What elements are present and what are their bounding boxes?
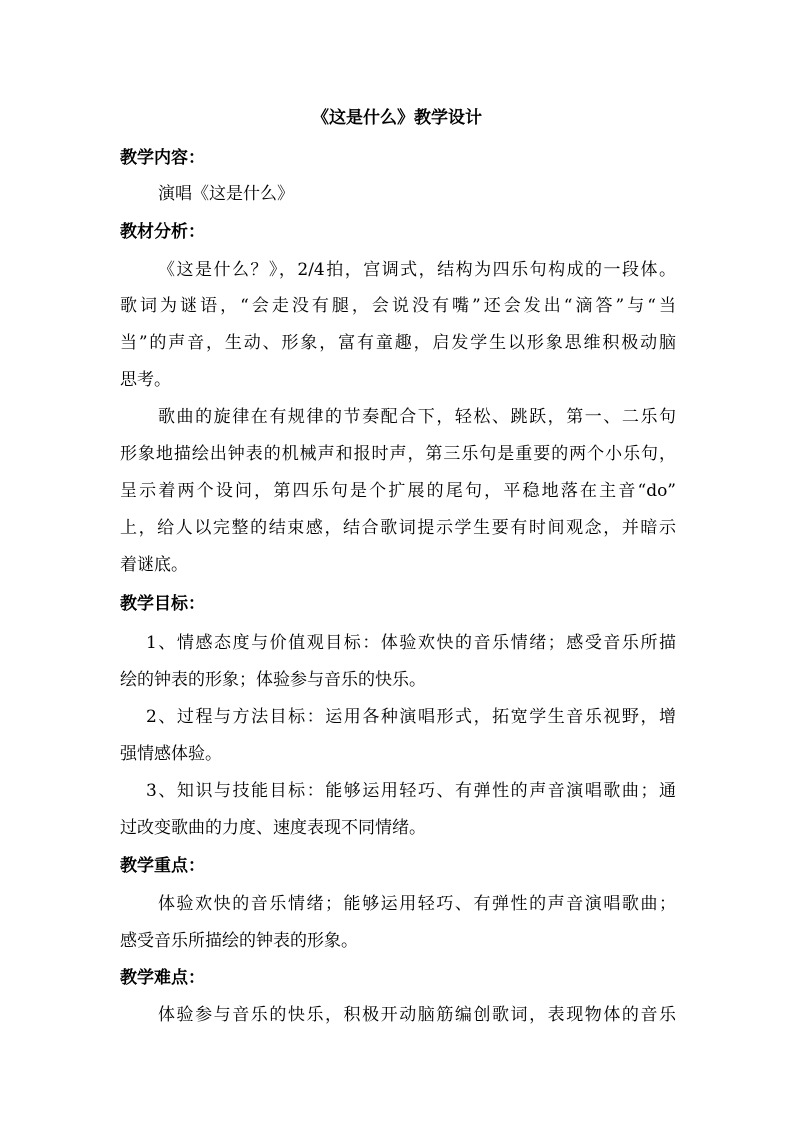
content-line: 演唱《这是什么》 xyxy=(158,184,294,204)
analysis-line: 着谜底。 xyxy=(120,555,188,575)
goal-line: 绘的钟表的形象；体验参与音乐的快乐。 xyxy=(120,670,426,690)
analysis-line: 歌词为谜语，“会走没有腿，会说没有嘴”还会发出“滴答”与“当 xyxy=(120,296,676,316)
analysis-line: 思考。 xyxy=(120,370,171,390)
heading-material-analysis: 教材分析： xyxy=(120,222,205,242)
goal-line: 3、知识与技能目标：能够运用轻巧、有弹性的声音演唱歌曲；通 xyxy=(146,781,676,801)
heading-teaching-focus: 教学重点： xyxy=(120,856,205,876)
goal-line: 2、过程与方法目标：运用各种演唱形式，拓宽学生音乐视野，增 xyxy=(146,707,676,727)
analysis-line: 《这是什么？》，2/4拍，宫调式，结构为四乐句构成的一段体。 xyxy=(158,260,676,280)
page-title: 《这是什么》教学设计 xyxy=(312,108,482,128)
goal-line: 1、情感态度与价值观目标：体验欢快的音乐情绪；感受音乐所描 xyxy=(146,633,676,653)
heading-teaching-content: 教学内容： xyxy=(120,148,205,168)
analysis-line: 当”的声音，生动、形象，富有童趣，启发学生以形象思维积极动脑 xyxy=(120,333,676,353)
difficulty-line: 体验参与音乐的快乐，积极开动脑筋编创歌词，表现物体的音乐 xyxy=(158,1005,676,1025)
analysis-line: 上，给人以完整的结束感，结合歌词提示学生要有时间观念，并暗示 xyxy=(120,518,676,538)
goal-line: 强情感体验。 xyxy=(120,744,222,764)
analysis-line: 歌曲的旋律在有规律的节奏配合下，轻松、跳跃，第一、二乐句 xyxy=(158,407,676,427)
analysis-line: 呈示着两个设问，第四乐句是个扩展的尾句，平稳地落在主音“do” xyxy=(120,481,676,501)
analysis-line: 形象地描绘出钟表的机械声和报时声，第三乐句是重要的两个小乐句， xyxy=(120,444,676,464)
heading-teaching-goals: 教学目标： xyxy=(120,594,205,614)
focus-line: 体验欢快的音乐情绪；能够运用轻巧、有弹性的声音演唱歌曲； xyxy=(158,894,676,914)
focus-line: 感受音乐所描绘的钟表的形象。 xyxy=(120,931,358,951)
heading-teaching-difficulty: 教学难点： xyxy=(120,968,205,988)
goal-line: 过改变歌曲的力度、速度表现不同情绪。 xyxy=(120,818,426,838)
